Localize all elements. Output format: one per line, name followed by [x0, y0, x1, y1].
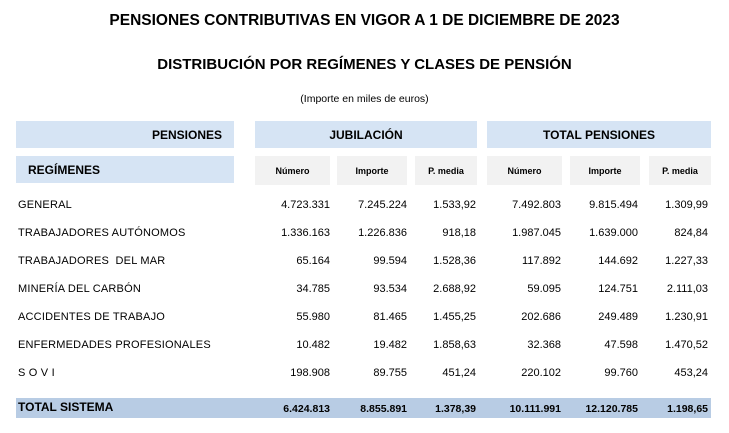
header-pensiones: PENSIONES: [16, 121, 234, 148]
cell: 99.760: [604, 367, 638, 379]
cell: 1.639.000: [589, 227, 638, 239]
cell: 2.688,92: [433, 283, 476, 295]
cell: 2.111,03: [666, 283, 708, 295]
col-header-pmedia-jub: P. media: [415, 156, 477, 185]
cell: 1.336.163: [281, 227, 330, 239]
cell: 65.164: [296, 255, 330, 267]
cell: 453,24: [674, 367, 708, 379]
header-regimenes: REGÍMENES: [16, 156, 234, 183]
total-cell: 10.111.991: [509, 403, 561, 415]
cell: 202.686: [521, 311, 561, 323]
header-total-pensiones: TOTAL PENSIONES: [487, 121, 711, 148]
cell: 9.815.494: [589, 199, 638, 211]
cell: 220.102: [521, 367, 561, 379]
cell: 918,18: [442, 227, 476, 239]
col-header-importe-total: Importe: [570, 156, 640, 185]
cell: 59.095: [527, 283, 561, 295]
row-label: S O V I: [18, 367, 55, 379]
cell: 1.230,91: [665, 311, 708, 323]
total-cell: 12.120.785: [585, 403, 638, 415]
total-cell: 1.198,65: [667, 403, 708, 415]
cell: 1.455,25: [433, 311, 476, 323]
cell: 1.533,92: [433, 199, 476, 211]
cell: 7.492.803: [512, 199, 561, 211]
cell: 1.987.045: [512, 227, 561, 239]
total-cell: 8.855.891: [360, 403, 407, 415]
cell: 1.309,99: [665, 199, 708, 211]
cell: 93.534: [373, 283, 407, 295]
row-label: GENERAL: [18, 199, 72, 211]
header-jubilacion: JUBILACIÓN: [255, 121, 477, 148]
cell: 1.528,36: [433, 255, 476, 267]
row-label: TRABAJADORES AUTÓNOMOS: [18, 227, 186, 239]
row-label: ACCIDENTES DE TRABAJO: [18, 311, 166, 323]
cell: 7.245.224: [358, 199, 407, 211]
col-header-importe-jub: Importe: [337, 156, 407, 185]
total-row-label: TOTAL SISTEMA: [18, 400, 114, 414]
cell: 99.594: [373, 255, 407, 267]
cell: 4.723.331: [281, 199, 330, 211]
cell: 124.751: [598, 283, 638, 295]
cell: 19.482: [373, 339, 407, 351]
cell: 89.755: [373, 367, 407, 379]
col-header-numero-jub: Número: [255, 156, 330, 185]
cell: 55.980: [296, 311, 330, 323]
units-note: (Importe en miles de euros): [300, 93, 429, 105]
col-header-numero-total: Número: [487, 156, 562, 185]
cell: 198.908: [290, 367, 330, 379]
cell: 1.858,63: [433, 339, 476, 351]
cell: 1.470,52: [665, 339, 708, 351]
col-header-pmedia-total: P. media: [649, 156, 711, 185]
cell: 47.598: [604, 339, 638, 351]
page-subtitle: DISTRIBUCIÓN POR REGÍMENES Y CLASES DE PENSIÓN: [157, 56, 572, 73]
cell: 34.785: [296, 283, 330, 295]
cell: 824,84: [674, 227, 708, 239]
cell: 10.482: [296, 339, 330, 351]
cell: 32.368: [527, 339, 561, 351]
row-label: TRABAJADORES DEL MAR: [18, 255, 166, 267]
cell: 451,24: [442, 367, 476, 379]
total-cell: 6.424.813: [283, 403, 330, 415]
row-label: MINERÍA DEL CARBÓN: [18, 283, 141, 295]
total-cell: 1.378,39: [435, 403, 476, 415]
cell: 249.489: [598, 311, 638, 323]
cell: 144.692: [598, 255, 638, 267]
page-title: PENSIONES CONTRIBUTIVAS EN VIGOR A 1 DE DICIEMBRE DE 2023: [109, 12, 620, 29]
row-label: ENFERMEDADES PROFESIONALES: [18, 339, 211, 351]
cell: 1.226.836: [358, 227, 407, 239]
cell: 81.465: [373, 311, 407, 323]
cell: 117.892: [522, 255, 561, 267]
cell: 1.227,33: [665, 255, 708, 267]
